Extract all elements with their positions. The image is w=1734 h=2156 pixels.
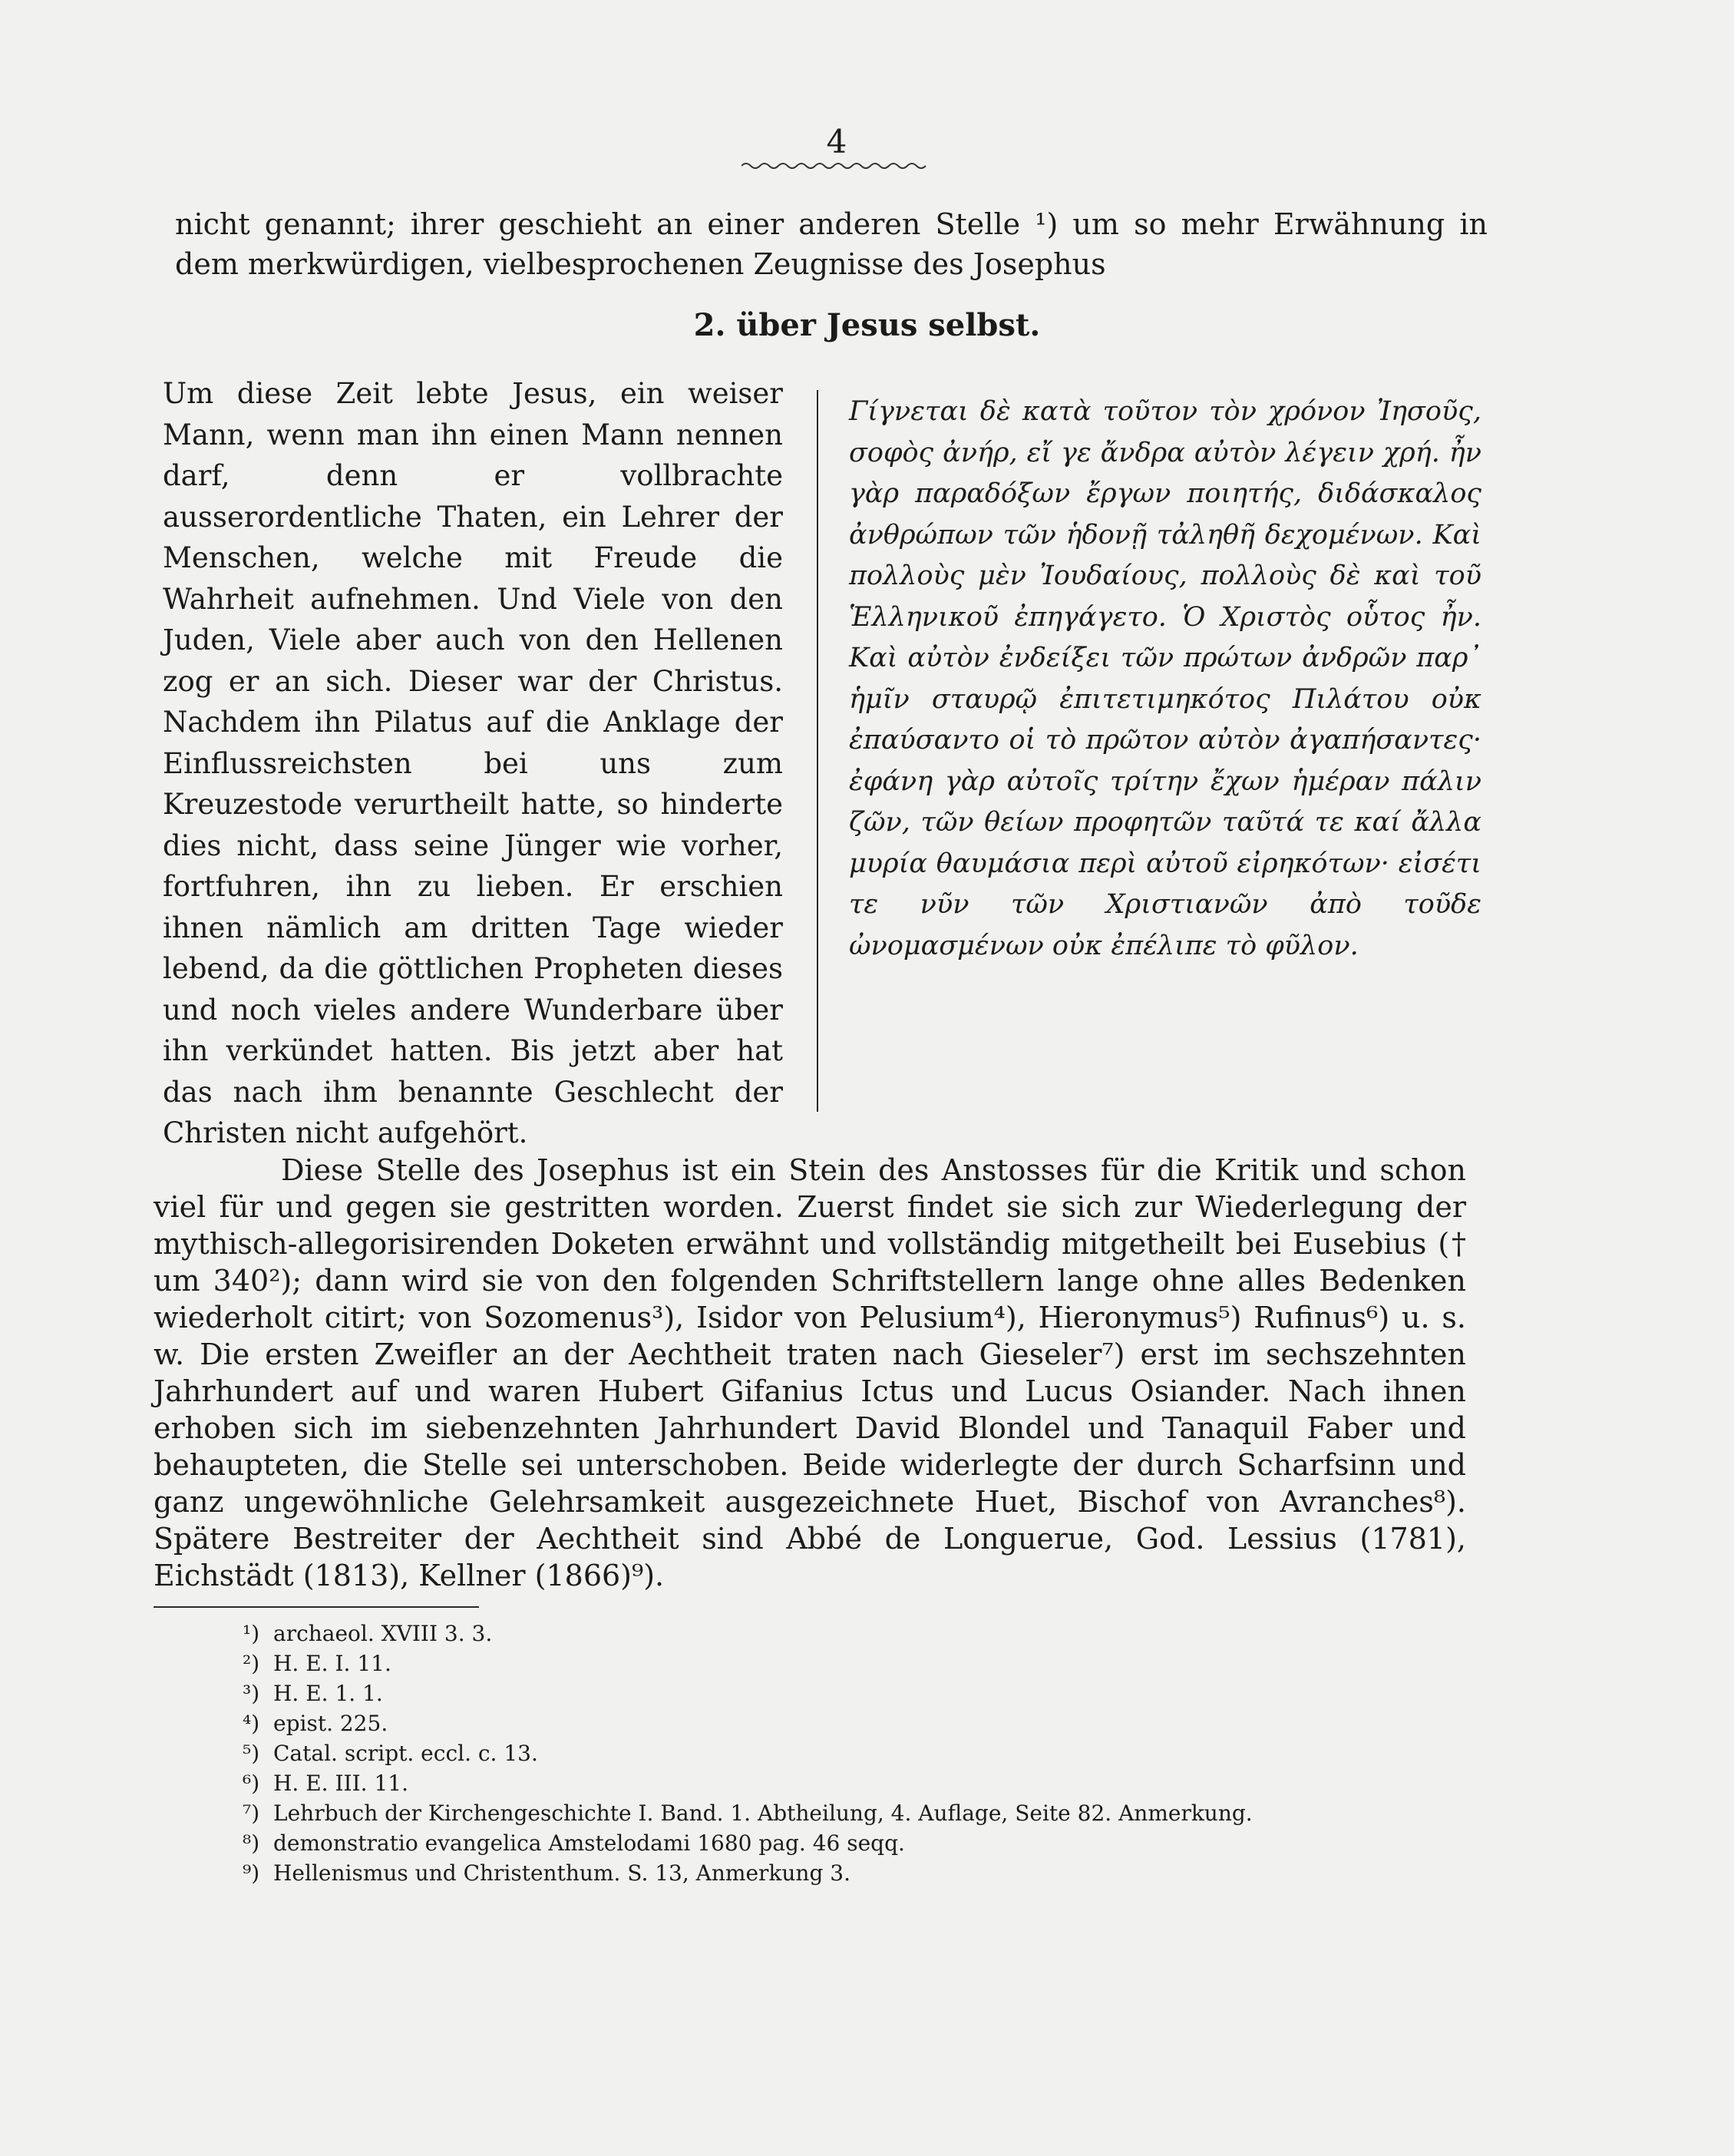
footnote-item [243,1858,1471,1888]
footnote-item [243,1708,1471,1738]
footnote-mark: ³) [243,1681,260,1706]
footnote-mark: ⁶) [243,1771,260,1796]
footnote-item [243,1619,1471,1648]
column-divider [817,390,818,1112]
footnote-item [243,1798,1471,1828]
page-number: 4 [826,123,847,160]
footnote-text: Lehrbuch der Kirchengeschichte I. Band. 1. Abtheilung, 4. Auflage, Seite 82. Anmerkung. [273,1801,1253,1826]
footnote-item [243,1828,1471,1858]
footnote-mark: ⁵) [243,1741,260,1766]
discussion-text: Diese Stelle des Josephus ist ein Stein des Anstosses für die Kritik und schon viel für und gegen sie gestritten worden. Zuerst findet sie sich zur Wiederlegung der mythisch-allegorisirenden Doketen erwähnt und vollständig mitgetheilt bei Eusebius († um 340²); dann wird sie von den folgenden Schriftstellern lange ohne alles Bedenken wiederholt citirt; von Sozomenus³), Isidor von Pelusium⁴), Hieronymus⁵) Rufinus⁶) u. s. w. Die ersten Zweifler an der Aechtheit traten nach Gieseler⁷) erst im sechszehnten Jahrhundert auf und waren Hubert Gifanius Ictus und Lucus Osiander. Nach ihnen erhoben sich im siebenzehnten Jahrhundert David Blondel und Tanaquil Faber und behaupteten, die Stelle sei unterschoben. Beide widerlegte der durch Scharfsinn und ganz ungewöhnliche Gelehrsamkeit ausgezeichnete Huet, Bischof von Avranches⁸). Spätere Bestreiter der Aechtheit sind Abbé de Longuerue, God. Lessius (1781), Eichstädt (1813), Kellner (1866)⁹). [154,1153,1466,1592]
footnote-text: H. E. I. 11. [273,1651,391,1676]
footnote-text: Catal. script. eccl. c. 13. [273,1741,538,1766]
footnote-item [243,1738,1471,1768]
footnote-mark: ⁴) [243,1711,260,1736]
footnote-mark: ⁹) [243,1860,260,1886]
footnote-text: H. E. III. 11. [273,1771,408,1796]
footnote-text: demonstratio evangelica Amstelodami 1680 pag. 46 seqq. [273,1830,905,1856]
footnotes-list [243,1619,1471,1888]
wavy-ornament-icon [741,160,933,172]
footnote-text: epist. 225. [273,1711,388,1736]
footnote-mark: ⁸) [243,1830,260,1856]
intro-text: nicht genannt; ihrer geschieht an einer anderen Stelle ¹) um so mehr Erwähnung in dem merkwürdigen, vielbesprochenen Zeugnisse des Josephus [175,207,1488,281]
footnote-divider [154,1606,479,1608]
footnote-mark: ²) [243,1651,260,1676]
greek-text: Γίγνεται δὲ κατὰ τοῦτον τὸν χρόνον Ἰησοῦς, σοφὸς ἀνήρ, εἴ γε ἄνδρα αὐτὸν λέγειν χρή. ἦν γὰρ παραδόξων ἔργων ποιητής, διδάσκαλος ἀνθρώπων τῶν ἡδονῇ τἀληθῆ δεχομένων. Καὶ πολλοὺς μὲν Ἰουδαίους, πολλοὺς δὲ καὶ τοῦ Ἑλληνικοῦ ἐπηγάγετο. Ὁ Χριστὸς οὗτος ἦν. Καὶ αὐτὸν ἐνδείξει τῶν πρώτων ἀνδρῶν παρ᾽ ἡμῖν σταυρῷ ἐπιτετιμηκότος Πιλάτου οὐκ ἐπαύσαντο οἱ τὸ πρῶτον αὐτὸν ἀγαπήσαντες· ἐφάνη γὰρ αὐτοῖς τρίτην ἔχων ἡμέραν πάλιν ζῶν, τῶν θείων προφητῶν ταῦτά τε καί ἄλλα μυρία θαυμάσια περὶ αὐτοῦ εἰρηκότων· εἰσέτι τε νῦν τῶν Χριστιανῶν ἀπὸ τοῦδε ὠνομασμένων οὐκ ἐπέλιπε τὸ φῦλον. [849,396,1481,961]
discussion-paragraph [154,1152,1466,1594]
section-heading: 2. über Jesus selbst. [693,307,1041,343]
intro-paragraph [175,204,1488,284]
greek-text-column [849,392,1481,967]
footnote-item [243,1648,1471,1678]
footnote-mark: ⁷) [243,1801,260,1826]
footnote-text: Hellenismus und Christenthum. S. 13, Anmerkung 3. [273,1860,851,1886]
footnote-text: archaeol. XVIII 3. 3. [273,1621,493,1646]
german-translation-column [163,373,783,1154]
footnote-text: H. E. 1. 1. [273,1681,383,1706]
footnote-item [243,1678,1471,1708]
german-translation-text: Um diese Zeit lebte Jesus, ein weiser Mann, wenn man ihn einen Mann nennen darf, denn er vollbrachte ausserordentliche Thaten, ein Lehrer der Menschen, welche mit Freude die Wahrheit aufnehmen. Und Viele von den Juden, Viele aber auch von den Hellenen zog er an sich. Dieser war der Christus. Nachdem ihn Pilatus auf die Anklage der Einflussreichsten bei uns zum Kreuzestode verurtheilt hatte, so hinderte dies nicht, dass seine Jünger wie vorher, fortfuhren, ihn zu lieben. Er erschien ihnen nämlich am dritten Tage wieder lebend, da die göttlichen Propheten dieses und noch vieles andere Wunderbare über ihn verkündet hatten. Bis jetzt aber hat das nach ihm benannte Geschlecht der Christen nicht aufgehört. [163,377,783,1149]
footnote-item [243,1768,1471,1798]
footnote-mark: ¹) [243,1621,260,1646]
